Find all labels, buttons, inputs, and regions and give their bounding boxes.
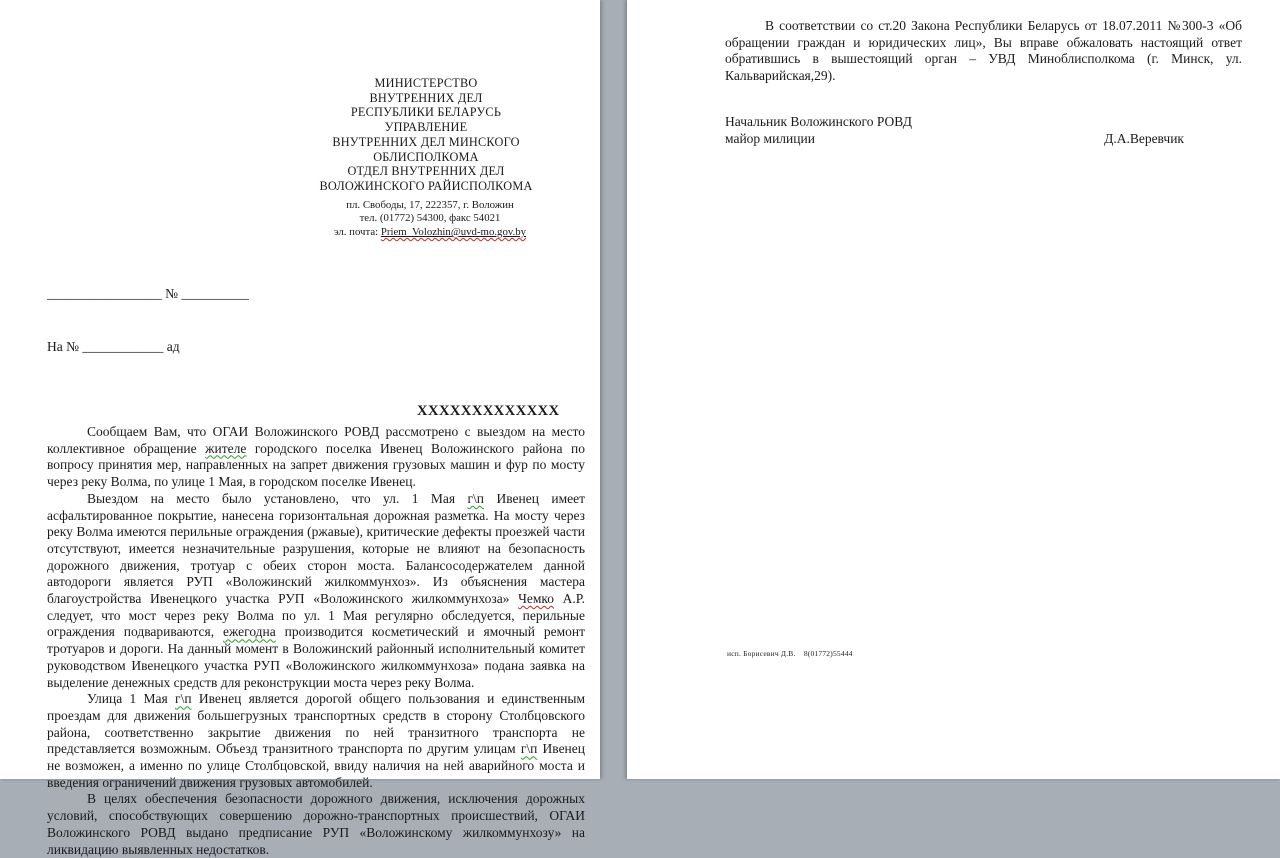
- signer-rank: майор милиции: [725, 131, 815, 147]
- letter-body-continued: [725, 18, 1242, 85]
- paragraph: [47, 791, 585, 858]
- paragraph: [47, 491, 585, 691]
- letterhead-line: ВОЛОЖИНСКОГО РАЙИСПОЛКОМА: [319, 178, 533, 193]
- letterhead-line: УПРАВЛЕНИЕ: [384, 120, 468, 135]
- document-page-left: [0, 0, 600, 857]
- letterhead: [290, 76, 562, 194]
- letter-body: [47, 424, 585, 858]
- text-run: производится косметический и ямочный ремонт тротуаров и дороги. На данный момент в Воложинский районный исполнительный комитет руководством Ивенецкого участка РУП «Воложинского жилкоммунхоза» подана заявка на выделение денежных средств для реконструкции моста через реку Волма.: [47, 624, 585, 690]
- recipient-placeholder: ХХХХХХХХХХХХХ: [417, 403, 560, 420]
- grammar-marked-text: г\п: [520, 741, 538, 757]
- grammar-marked-text: ежегодна: [222, 624, 276, 640]
- email-address[interactable]: Priem_Volozhin@uvd-mo.gov.by: [380, 226, 527, 239]
- paragraph: [47, 691, 585, 791]
- paragraph: [725, 18, 1242, 85]
- reference-block: [47, 250, 600, 390]
- text-run: А.Р. следует, что мост через реку Волма по ул. 1 Мая регулярно обследуется, перильные ограждения подвариваются,: [47, 591, 585, 640]
- signature-block: [725, 113, 1242, 148]
- grammar-marked-text: жителе: [205, 440, 247, 456]
- spelling-marked-text: Чемко: [518, 591, 555, 607]
- signer-position: Начальник Воложинского РОВД: [725, 113, 912, 129]
- letterhead-line: РЕСПУБЛИКИ БЕЛАРУСЬ: [350, 105, 502, 120]
- signer-name: Д.А.Веревчик: [1104, 131, 1184, 147]
- text-run: Ивенец не возможен, а именно по улице Столбцовской, ввиду наличия на ней аварийного моста и введения ограничений движения грузовых автомобилей.: [47, 741, 585, 790]
- document-page-right: [627, 0, 1280, 779]
- letterhead-line: МИНИСТЕРСТВО: [374, 76, 478, 90]
- text-run: В соответствии со ст.20 Закона Республики Беларусь от 18.07.2011 №300-3 «Об обращении граждан и юридических лиц», Вы вправе обжаловать настоящий ответ обратившись в вышестоящий орган – УВД Миноблисполкома (г. Минск, ул. Кальварийская,29).: [725, 18, 1242, 84]
- letterhead-line: ВНУТРЕННИХ ДЕЛ МИНСКОГО: [332, 134, 520, 149]
- letterhead-address: пл. Свободы, 17, 222357, г. Воложин: [346, 198, 514, 211]
- letterhead-line: ВНУТРЕННИХ ДЕЛ: [369, 90, 483, 105]
- text-run: Улица 1 Мая: [87, 691, 176, 707]
- letterhead-line: ОТДЕЛ ВНУТРЕННИХ ДЕЛ: [347, 164, 505, 179]
- paragraph: [47, 424, 585, 491]
- letterhead-line: ОБЛИСПОЛКОМА: [373, 149, 479, 164]
- executor-note: исп. Борисевич Д.В. 8(01772)55444: [727, 649, 853, 658]
- text-run: В целях обеспечения безопасности дорожного движения, исключения дорожных условий, способствующих совершению дорожно-транспортных происшествий, ОГАИ Воложинского РОВД выдано предписание РУП «Воложинскому жилкоммунхозу» на ликвидацию выявленных недостатков.: [47, 791, 585, 857]
- grammar-marked-text: г\п: [175, 691, 192, 707]
- text-run: Выездом на место было установлено, что ул. 1 Мая: [87, 490, 468, 506]
- reference-number-line: _________________ № __________: [47, 286, 249, 302]
- text-run: Ивенец является дорогой общего пользования и единственным проездам для движения большегрузных транспортных средств в сторону Столбцовского района, соответственно закрытие движения по ней транзитного транспорта не представляется возможным. Объезд транзитного транспорта по другим улицам: [47, 691, 586, 757]
- text-run: Сообщаем Вам, что ОГАИ Воложинского РОВД рассмотрено с выездом на место коллективное обращение: [47, 424, 585, 456]
- email-link[interactable]: [381, 226, 526, 238]
- email-label: эл. почта:: [333, 226, 381, 239]
- letterhead-contact: [290, 199, 570, 240]
- letterhead-email-line: [290, 226, 570, 240]
- text-run: городского поселка Ивенец Воложинского района по вопросу принятия мер, направленных на запрет движения грузовых машин и фур по мосту через реку Волма, по улице 1 Мая, в городском поселке Ивенец.: [47, 440, 585, 490]
- grammar-marked-text: г\п: [467, 490, 485, 506]
- letterhead-phone: тел. (01772) 54300, факс 54021: [359, 212, 501, 225]
- text-run: Ивенец имеет асфальтированное покрытие, нанесена горизонтальная дорожная разметка. На мосту через реку Волма имеются перильные ограждения (ржавые), критические дефекты проезжей части отсутствуют, имеется незначительные разрушения, которые не влияют на безопасность дорожного движения, тротуар с обеих сторон моста. Балансосодержателем данной автодороги является РУП «Воложинский жилкоммунхоз». Из объяснения мастера благоустройства Ивенецкого участка РУП «Воложинского жилкоммунхоза»: [47, 490, 585, 607]
- reference-reply-line: На № ____________ ад: [47, 338, 180, 354]
